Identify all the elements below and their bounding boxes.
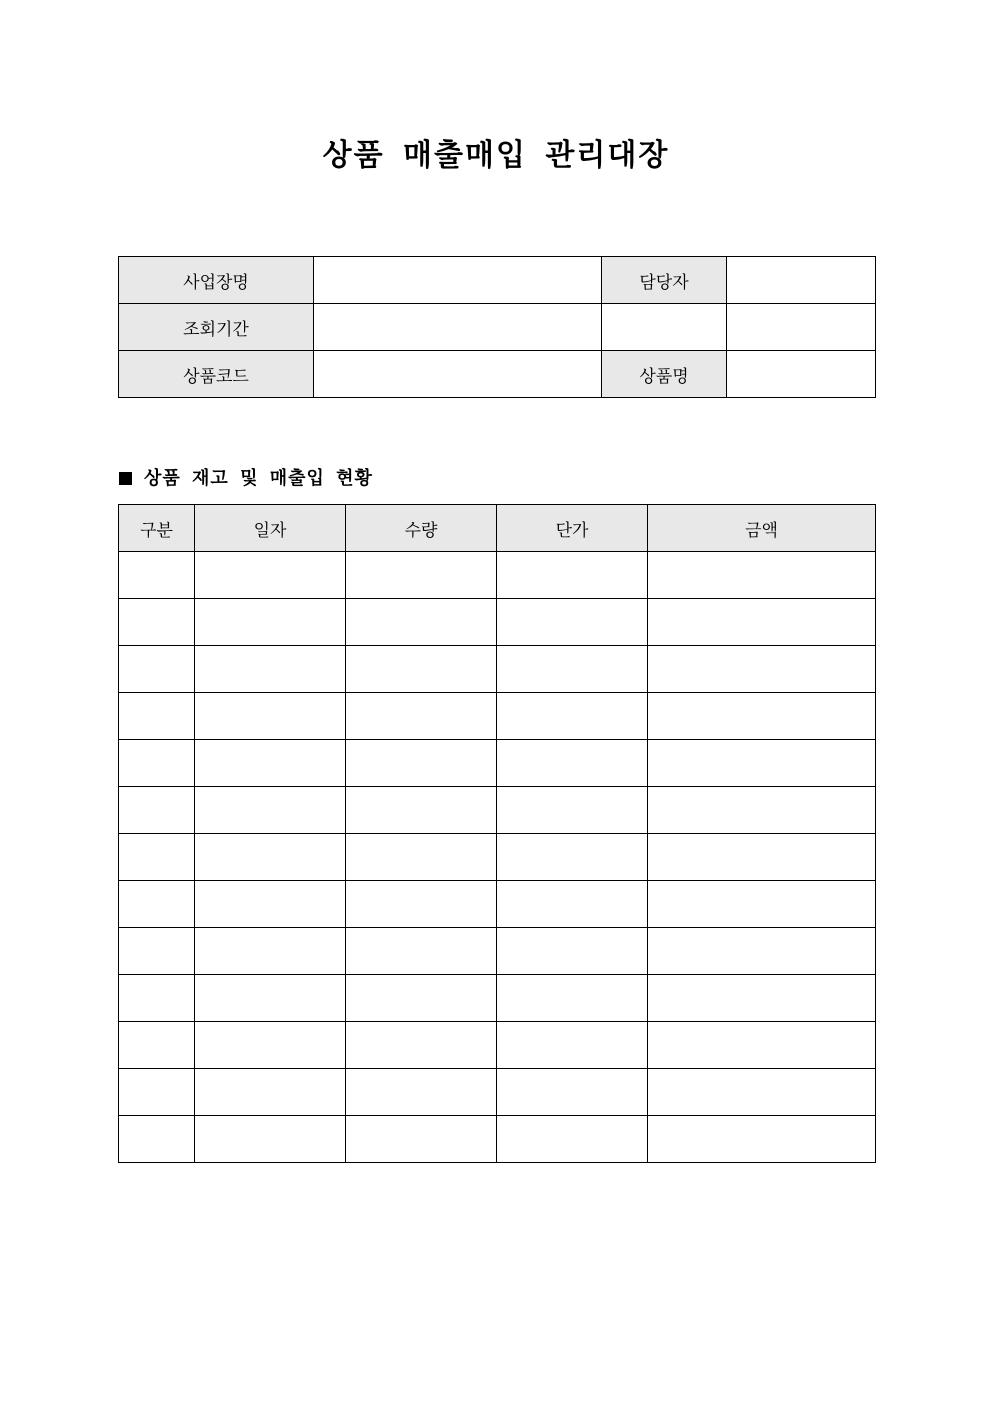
column-header-category: 구분 bbox=[119, 505, 195, 552]
amount-cell[interactable] bbox=[648, 881, 876, 928]
amount-cell[interactable] bbox=[648, 928, 876, 975]
category-cell[interactable] bbox=[119, 552, 195, 599]
quantity-cell[interactable] bbox=[346, 928, 497, 975]
document-title: 상품 매출매입 관리대장 bbox=[322, 138, 670, 173]
category-cell[interactable] bbox=[119, 740, 195, 787]
date-cell[interactable] bbox=[195, 881, 346, 928]
category-cell[interactable] bbox=[119, 1069, 195, 1116]
product-name-field[interactable] bbox=[727, 351, 876, 398]
category-cell[interactable] bbox=[119, 646, 195, 693]
amount-cell[interactable] bbox=[648, 1069, 876, 1116]
unit-price-cell[interactable] bbox=[497, 693, 648, 740]
column-header-quantity: 수량 bbox=[346, 505, 497, 552]
amount-cell[interactable] bbox=[648, 975, 876, 1022]
category-cell[interactable] bbox=[119, 693, 195, 740]
category-cell[interactable] bbox=[119, 928, 195, 975]
ledger-table bbox=[118, 504, 876, 1163]
quantity-cell[interactable] bbox=[346, 1022, 497, 1069]
table-row bbox=[119, 740, 876, 787]
business-name-label: 사업장명 bbox=[119, 257, 314, 304]
unit-price-cell[interactable] bbox=[497, 1116, 648, 1163]
date-cell[interactable] bbox=[195, 552, 346, 599]
date-cell[interactable] bbox=[195, 693, 346, 740]
info-row-period bbox=[119, 304, 876, 351]
quantity-cell[interactable] bbox=[346, 1069, 497, 1116]
amount-cell[interactable] bbox=[648, 646, 876, 693]
unit-price-cell[interactable] bbox=[497, 928, 648, 975]
category-cell[interactable] bbox=[119, 787, 195, 834]
date-cell[interactable] bbox=[195, 975, 346, 1022]
date-cell[interactable] bbox=[195, 646, 346, 693]
product-name-label: 상품명 bbox=[602, 351, 727, 398]
table-row bbox=[119, 693, 876, 740]
table-row bbox=[119, 552, 876, 599]
table-row bbox=[119, 975, 876, 1022]
unit-price-cell[interactable] bbox=[497, 975, 648, 1022]
unit-price-cell[interactable] bbox=[497, 1069, 648, 1116]
manager-label: 담당자 bbox=[602, 257, 727, 304]
unit-price-cell[interactable] bbox=[497, 834, 648, 881]
unit-price-cell[interactable] bbox=[497, 881, 648, 928]
quantity-cell[interactable] bbox=[346, 599, 497, 646]
quantity-cell[interactable] bbox=[346, 552, 497, 599]
date-cell[interactable] bbox=[195, 834, 346, 881]
amount-cell[interactable] bbox=[648, 740, 876, 787]
unit-price-cell[interactable] bbox=[497, 740, 648, 787]
table-row bbox=[119, 1069, 876, 1116]
amount-cell[interactable] bbox=[648, 1022, 876, 1069]
product-code-field[interactable] bbox=[314, 351, 602, 398]
unit-price-cell[interactable] bbox=[497, 787, 648, 834]
quantity-cell[interactable] bbox=[346, 646, 497, 693]
quantity-cell[interactable] bbox=[346, 1116, 497, 1163]
product-code-label: 상품코드 bbox=[119, 351, 314, 398]
section-heading-text: 상품 재고 및 매출입 현황 bbox=[144, 468, 373, 489]
amount-cell[interactable] bbox=[648, 1116, 876, 1163]
period-extra-cell[interactable] bbox=[602, 304, 727, 351]
unit-price-cell[interactable] bbox=[497, 646, 648, 693]
amount-cell[interactable] bbox=[648, 552, 876, 599]
category-cell[interactable] bbox=[119, 881, 195, 928]
date-cell[interactable] bbox=[195, 1116, 346, 1163]
unit-price-cell[interactable] bbox=[497, 599, 648, 646]
category-cell[interactable] bbox=[119, 975, 195, 1022]
date-cell[interactable] bbox=[195, 599, 346, 646]
column-header-date: 일자 bbox=[195, 505, 346, 552]
category-cell[interactable] bbox=[119, 834, 195, 881]
table-row bbox=[119, 881, 876, 928]
category-cell[interactable] bbox=[119, 1022, 195, 1069]
table-row bbox=[119, 834, 876, 881]
date-cell[interactable] bbox=[195, 1022, 346, 1069]
period-extra-field[interactable] bbox=[727, 304, 876, 351]
date-cell[interactable] bbox=[195, 740, 346, 787]
info-row-business bbox=[119, 257, 876, 304]
amount-cell[interactable] bbox=[648, 599, 876, 646]
quantity-cell[interactable] bbox=[346, 975, 497, 1022]
table-row bbox=[119, 599, 876, 646]
column-header-amount: 금액 bbox=[648, 505, 876, 552]
amount-cell[interactable] bbox=[648, 834, 876, 881]
quantity-cell[interactable] bbox=[346, 740, 497, 787]
period-label: 조회기간 bbox=[119, 304, 314, 351]
amount-cell[interactable] bbox=[648, 693, 876, 740]
category-cell[interactable] bbox=[119, 1116, 195, 1163]
quantity-cell[interactable] bbox=[346, 834, 497, 881]
quantity-cell[interactable] bbox=[346, 787, 497, 834]
unit-price-cell[interactable] bbox=[497, 552, 648, 599]
amount-cell[interactable] bbox=[648, 787, 876, 834]
manager-field[interactable] bbox=[727, 257, 876, 304]
business-name-field[interactable] bbox=[314, 257, 602, 304]
square-bullet-icon bbox=[119, 472, 132, 485]
info-row-product bbox=[119, 351, 876, 398]
table-row bbox=[119, 1022, 876, 1069]
date-cell[interactable] bbox=[195, 1069, 346, 1116]
unit-price-cell[interactable] bbox=[497, 1022, 648, 1069]
table-row bbox=[119, 1116, 876, 1163]
quantity-cell[interactable] bbox=[346, 881, 497, 928]
column-header-unit-price: 단가 bbox=[497, 505, 648, 552]
table-row bbox=[119, 646, 876, 693]
section-heading bbox=[119, 466, 373, 492]
quantity-cell[interactable] bbox=[346, 693, 497, 740]
period-field[interactable] bbox=[314, 304, 602, 351]
table-row bbox=[119, 928, 876, 975]
table-row bbox=[119, 787, 876, 834]
date-cell[interactable] bbox=[195, 787, 346, 834]
ledger-header-row bbox=[119, 505, 876, 552]
category-cell[interactable] bbox=[119, 599, 195, 646]
date-cell[interactable] bbox=[195, 928, 346, 975]
info-table bbox=[118, 256, 876, 398]
